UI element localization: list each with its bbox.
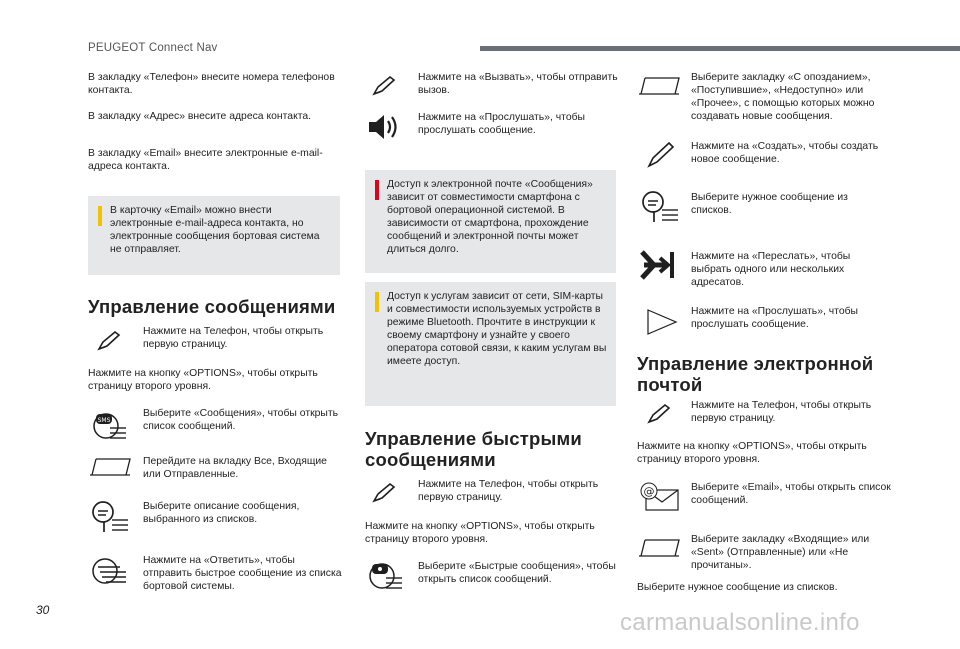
page-number: 30 bbox=[36, 603, 50, 617]
col1-step-description: Выберите описание сообщения, выбранного из списков. bbox=[143, 501, 300, 525]
heading-email: Управление электронной почтой bbox=[637, 353, 874, 395]
list-select-icon bbox=[90, 500, 130, 534]
info-icon bbox=[375, 292, 379, 312]
header-title: PEUGEOT Connect Nav bbox=[88, 42, 218, 54]
play-icon bbox=[645, 307, 679, 337]
col3-step-tabs: Выберите закладку «С опозданием», «Поступившие», «Недоступно» или «Прочее», с помощью которых можно создавать новые сообщения. bbox=[691, 72, 875, 122]
col1-step-tabs: Перейдите на вкладку Все, Входящие или Отправленные. bbox=[143, 456, 327, 480]
col3-step-select: Выберите нужное сообщение из списков. bbox=[691, 192, 848, 216]
pencil-icon bbox=[645, 403, 677, 425]
col2-step-quick: Выберите «Быстрые сообщения», чтобы открыть список сообщений. bbox=[418, 561, 616, 585]
col3-step-email: Выберите «Email», чтобы открыть список сообщений. bbox=[691, 482, 891, 506]
col2-step-call: Нажмите на «Вызвать», чтобы отправить вызов. bbox=[418, 72, 618, 96]
list-select-icon bbox=[640, 190, 680, 224]
header-bar bbox=[480, 46, 960, 51]
col3-step-listen: Нажмите на «Прослушать», чтобы прослушать сообщение. bbox=[691, 306, 859, 330]
quick-message-list-icon bbox=[366, 560, 406, 592]
info-note-text: В карточку «Email» можно внести электронные e-mail-адреса контакта, но электронные сообщения бортовая система не отправляет. bbox=[110, 205, 320, 255]
pencil-icon bbox=[95, 330, 127, 352]
col1-paragraph-phone: В закладку «Телефон» внесите номера телефонов контакта. bbox=[88, 72, 335, 96]
warning-note bbox=[365, 170, 616, 273]
info-note bbox=[88, 196, 340, 275]
col3-step-inbox: Выберите закладку «Входящие» или «Sent» (Отправленные) или «Не прочитаны». bbox=[691, 534, 870, 571]
tab-icon bbox=[88, 455, 134, 479]
col3-step-forward: Нажмите на «Переслать», чтобы выбрать одного или нескольких адресатов. bbox=[691, 251, 851, 288]
col3-step-create: Нажмите на «Создать», чтобы создать новое сообщение. bbox=[691, 141, 879, 165]
pencil-icon bbox=[370, 482, 402, 504]
tab-icon bbox=[637, 74, 683, 98]
col1-step-phone: Нажмите на Телефон, чтобы открыть первую страницу. bbox=[143, 326, 324, 350]
speaker-icon bbox=[366, 112, 404, 142]
reply-list-icon bbox=[90, 556, 130, 586]
info-note bbox=[365, 282, 616, 406]
forward-icon bbox=[640, 250, 676, 280]
col2-step-phone: Нажмите на Телефон, чтобы открыть первую страницу. bbox=[418, 479, 599, 503]
email-icon bbox=[640, 482, 682, 512]
col3-step-options: Нажмите на кнопку «OPTIONS», чтобы открыть страницу второго уровня. bbox=[637, 441, 867, 465]
heading-messages: Управление сообщениями bbox=[88, 296, 336, 317]
col3-step-select-final: Выберите нужное сообщение из списков. bbox=[637, 582, 838, 593]
col1-step-messages: Выберите «Сообщения», чтобы открыть список сообщений. bbox=[143, 408, 339, 432]
tab-icon bbox=[637, 536, 683, 560]
col2-step-listen: Нажмите на «Прослушать», чтобы прослушать сообщение. bbox=[418, 112, 586, 136]
pencil-icon bbox=[645, 140, 677, 170]
info-icon bbox=[98, 206, 102, 226]
col2-step-options: Нажмите на кнопку «OPTIONS», чтобы открыть страницу второго уровня. bbox=[365, 521, 595, 545]
pencil-icon bbox=[370, 75, 402, 97]
heading-quick-messages: Управление быстрыми сообщениями bbox=[365, 428, 583, 470]
warning-note-text: Доступ к электронной почте «Сообщения» зависит от совместимости смартфона с бортовой операционной системой. В зависимости от смартфона, прохождение сообщений и электронной почты может длиться долго. bbox=[387, 179, 593, 255]
col1-paragraph-address: В закладку «Адрес» внесите адреса контакта. bbox=[88, 111, 312, 122]
warning-icon bbox=[375, 180, 379, 200]
col1-paragraph-email: В закладку «Email» внесите электронные e-mail-адреса контакта. bbox=[88, 148, 323, 172]
svg-text:@: @ bbox=[643, 485, 655, 498]
svg-text:SMS: SMS bbox=[97, 417, 111, 424]
info-note-text: Доступ к услугам зависит от сети, SIM-карты и совместимости используемых устройств в режиме Bluetooth. Прочтите в инструкции к своему смартфону и узнайте у своего оператора сотовой связи, к каким услугам вы имеете доступ. bbox=[387, 291, 607, 367]
col3-step-phone: Нажмите на Телефон, чтобы открыть первую страницу. bbox=[691, 400, 872, 424]
col1-step-reply: Нажмите на «Ответить», чтобы отправить быстрое сообщение из списка бортовой системы. bbox=[143, 555, 342, 592]
watermark: carmanualsonline.info bbox=[620, 609, 860, 636]
sms-list-icon bbox=[90, 410, 130, 442]
col1-step-options: Нажмите на кнопку «OPTIONS», чтобы открыть страницу второго уровня. bbox=[88, 368, 318, 392]
